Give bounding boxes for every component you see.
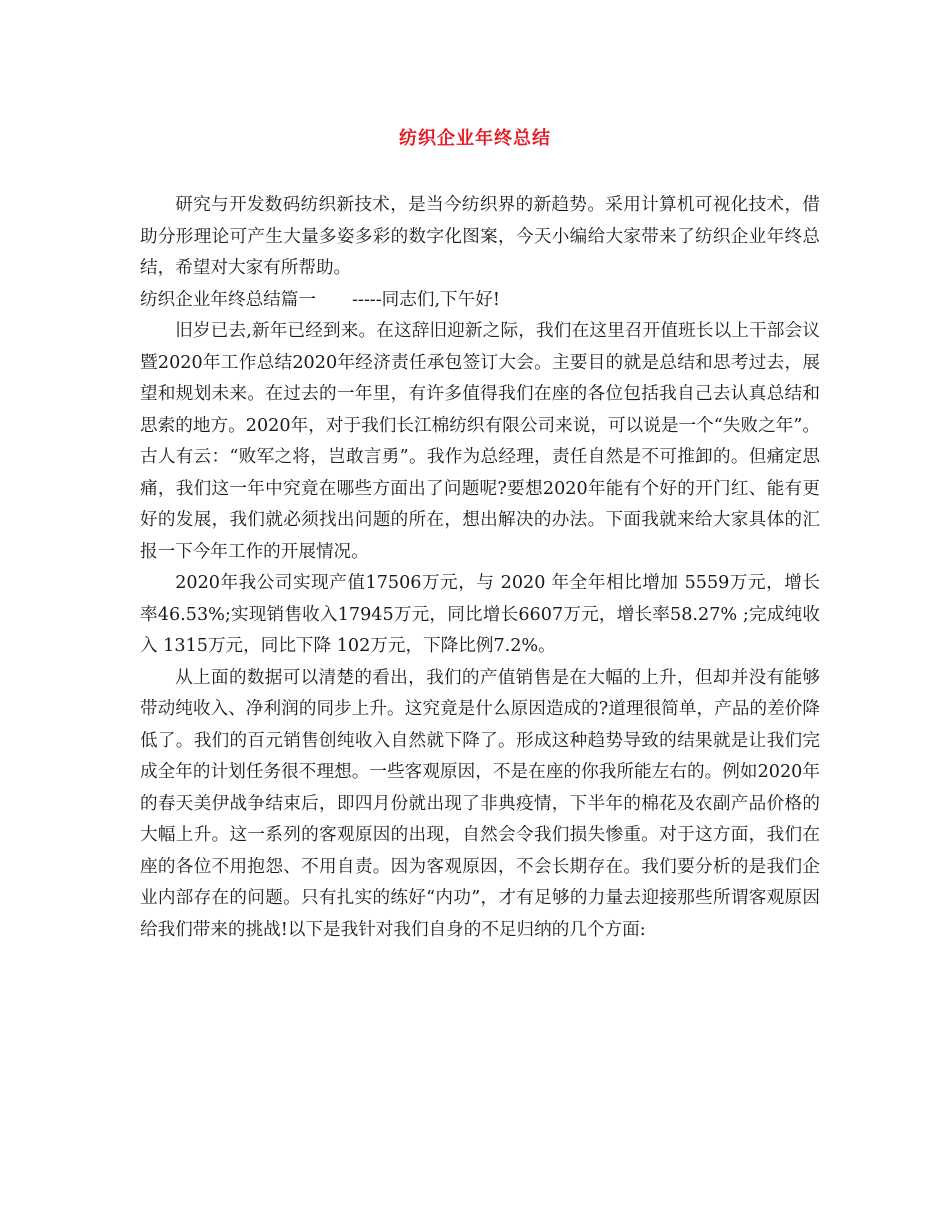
- intro-paragraph: 研究与开发数码纺织新技术，是当今纺织界的新趋势。采用计算机可视化技术，借助分形理论可产生大量多姿多彩的数字化图案，今天小编给大家带来了纺织企业年终总结，希望对大家有所帮助。: [140, 195, 820, 278]
- body-paragraph: 2020年我公司实现产值17506万元，与 2020 年全年相比增加 5559万元，增长率46.53%;实现销售收入17945万元，同比增长6607万元，增长率58.27% ;完成纯收入 1315万元，同比下降 102万元，下降比例7.2%。: [140, 573, 820, 656]
- body-paragraph: 从上面的数据可以清楚的看出，我们的产值销售是在大幅的上升，但却并没有能够带动纯收入、净利润的同步上升。这究竟是什么原因造成的?道理很简单，产品的差价降低了。我们的百元销售创纯收入自然就下降了。形成这种趋势导致的结果就是让我们完成全年的计划任务很不理想。一些客观原因，不是在座的你我所能左右的。例如2020年的春天美伊战争结束后，即四月份就出现了非典疫情，下半年的棉花及农副产品价格的大幅上升。这一系列的客观原因的出现，自然会令我们损失惨重。对于这方面，我们在座的各位不用抱怨、不用自责。因为客观原因，不会长期存在。我们要分析的是我们企业内部存在的问题。只有扎实的练好“内功”，才有足够的力量去迎接那些所谓客观原因给我们带来的挑战!以下是我针对我们自身的不足归纳的几个方面:: [140, 667, 820, 940]
- document-body: [140, 190, 820, 946]
- section-heading-line: [140, 285, 820, 317]
- section-heading: 纺织企业年终总结篇一: [140, 289, 316, 310]
- body-paragraph: 旧岁已去,新年已经到来。在这辞旧迎新之际，我们在这里召开值班长以上干部会议暨2020年工作总结2020年经济责任承包签订大会。主要目的就是总结和思考过去，展望和规划未来。在过去的一年里，有许多值得我们在座的各位包括我自己去认真总结和思索的地方。2020年，对于我们长江棉纺织有限公司来说，可以说是一个“失败之年”。古人有云：“败军之将，岂敢言勇”。我作为总经理，责任自然是不可推卸的。但痛定思痛，我们这一年中究竟在哪些方面出了问题呢?要想2020年能有个好的开门红、能有更好的发展，我们就必须找出问题的所在，想出解决的办法。下面我就来给大家具体的汇报一下今年工作的开展情况。: [140, 321, 820, 562]
- document-title: 纺织企业年终总结: [399, 128, 551, 149]
- greeting: -----同志们,下午好!: [351, 289, 500, 310]
